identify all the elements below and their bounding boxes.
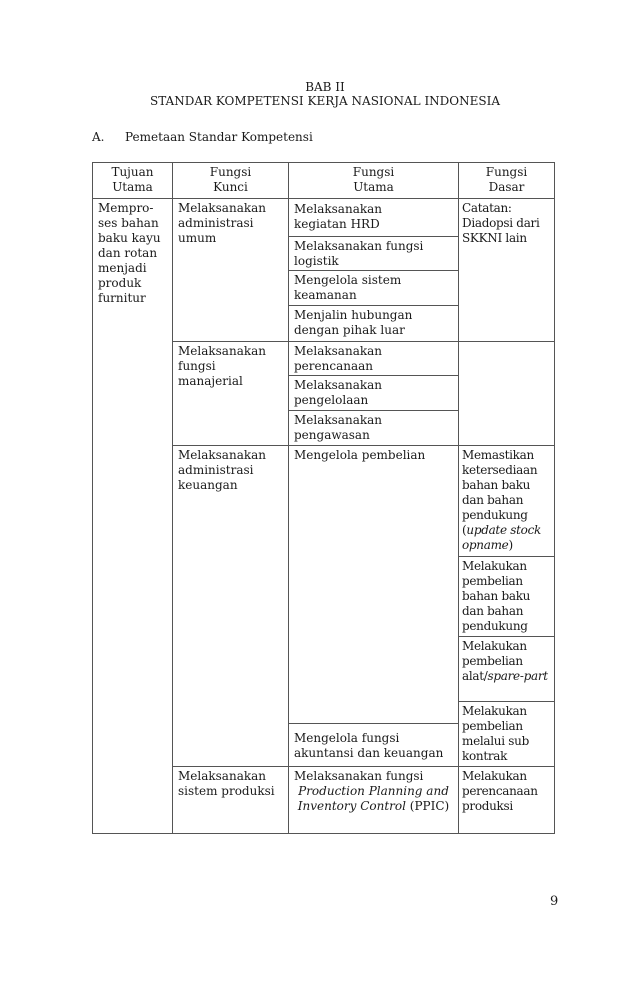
fungsi-utama-cell: Melaksanakan perencanaan — [294, 344, 383, 373]
ppic-italic: Production Planning and Inventory Control — [297, 784, 449, 813]
text: Melakukan pembelian bahan baku dan bahan pendukung — [462, 559, 531, 633]
header-line: Kunci — [213, 180, 248, 194]
tujuan-utama-cell: Mempro-ses bahan baku kayu dan rotan menjadi produk furnitur — [98, 201, 161, 305]
header-fungsi-utama — [288, 162, 458, 195]
fungsi-utama-cell: Mengelola sistem keamanan — [294, 273, 402, 302]
header-fungsi-dasar — [458, 162, 554, 195]
table-border — [172, 162, 173, 834]
text: Melakukan perencanaan produksi — [462, 769, 538, 813]
text: Melakukan pembelian melalui sub kontrak — [462, 704, 529, 763]
fungsi-utama-cell: Melaksanakan pengelolaan — [294, 378, 383, 407]
ppic-line2 — [294, 784, 453, 814]
fungsi-utama-cell: Melaksanakan kegiatan HRD — [294, 202, 383, 231]
fungsi-kunci-cell: Melaksanakan sistem produksi — [178, 769, 275, 798]
fungsi-utama-cell: Mengelola fungsi akuntansi dan keuangan — [294, 731, 444, 760]
header-line: Fungsi — [352, 165, 395, 179]
fungsi-kunci-cell: Melaksanakan administrasi umum — [178, 201, 267, 245]
ppic-line1: Melaksanakan fungsi — [294, 769, 424, 783]
fungsi-dasar-cell — [458, 636, 554, 684]
table-border — [288, 723, 458, 724]
fungsi-utama-cell — [288, 766, 458, 814]
ppic-abbr: (PPIC) — [409, 799, 450, 813]
fungsi-dasar-cell — [458, 445, 554, 553]
text: Memastikan ketersediaan bahan baku dan bahan pendukung ( — [462, 448, 538, 537]
header-fungsi-kunci — [172, 162, 288, 195]
fungsi-dasar-cell — [458, 556, 554, 634]
chapter-heading: BAB II — [305, 80, 345, 94]
fungsi-utama-cell: Melaksanakan fungsi logistik — [294, 239, 424, 268]
section-letter: A. — [92, 130, 105, 144]
fungsi-utama-cell: Melaksanakan pengawasan — [294, 413, 383, 442]
table-border — [92, 833, 555, 834]
fungsi-dasar-cell — [458, 766, 554, 814]
italic-text: update stock opname — [462, 523, 541, 552]
header-line: Fungsi — [209, 165, 252, 179]
header-line: Tujuan — [111, 165, 154, 179]
fungsi-dasar-cell — [458, 701, 554, 764]
header-line: Utama — [353, 180, 394, 194]
italic-text: spare-part — [487, 669, 548, 683]
header-line: Utama — [112, 180, 153, 194]
fungsi-kunci-cell: Melaksanakan administrasi keuangan — [178, 448, 267, 492]
table-border — [554, 162, 555, 834]
header-line: Dasar — [488, 180, 525, 194]
text: Melakukan pembelian alat/ — [462, 639, 527, 683]
header-tujuan-utama — [92, 162, 172, 195]
fungsi-utama-cell: Menjalin hubungan dengan pihak luar — [294, 308, 413, 337]
section-title: Pemetaan Standar Kompetensi — [125, 130, 313, 144]
fungsi-kunci-cell: Melaksanakan fungsi manajerial — [178, 344, 267, 388]
fungsi-utama-cell: Mengelola pembelian — [294, 448, 426, 462]
header-line: Fungsi — [485, 165, 528, 179]
page-number: 9 — [550, 894, 559, 909]
chapter-title: STANDAR KOMPETENSI KERJA NASIONAL INDONESIA — [149, 94, 501, 108]
fungsi-dasar-note: Catatan: Diadopsi dari SKKNI lain — [462, 201, 540, 245]
text: ) — [508, 538, 513, 552]
